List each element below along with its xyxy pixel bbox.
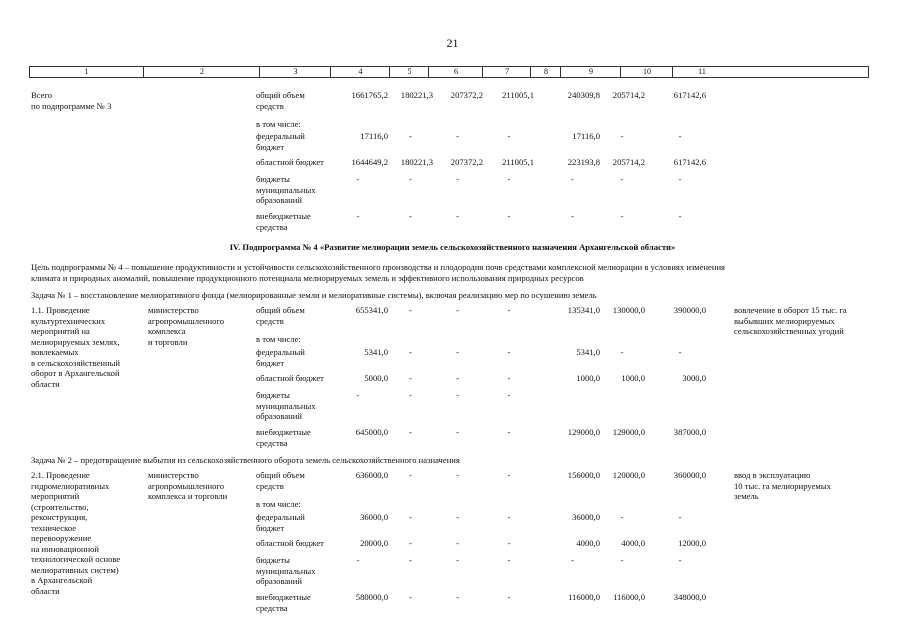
funding-value: - — [507, 512, 511, 522]
funding-value: 156000,0 — [567, 470, 600, 480]
funding-value: - — [409, 373, 412, 383]
funding-value: - — [409, 592, 412, 602]
funding-value: - — [507, 211, 511, 221]
funding-value: 130000,0 — [612, 305, 645, 315]
funding-value: 17116,0 — [572, 131, 600, 141]
funding-value: - — [409, 470, 412, 480]
expected-result: ввод в эксплуатацию 10 тыс. га мелиорируемых земель — [734, 470, 831, 501]
funding-source-label: общий объем средств — [256, 305, 305, 326]
funding-value: - — [620, 211, 624, 221]
funding-value: 180221,3 — [400, 157, 433, 167]
funding-value: - — [456, 373, 459, 383]
funding-source-label: в том числе: — [256, 499, 301, 509]
funding-value: 5000,0 — [364, 373, 388, 383]
funding-value: 17116,0 — [360, 131, 388, 141]
table-column-header-row — [29, 66, 869, 78]
funding-value: - — [456, 538, 459, 548]
funding-value: 5341,0 — [364, 347, 388, 357]
funding-value: - — [409, 131, 412, 141]
funding-value: - — [409, 211, 412, 221]
column-header-9: 9 — [560, 67, 621, 77]
funding-value: - — [678, 555, 682, 565]
funding-value: - — [356, 555, 360, 565]
expected-result: вовлечение в оборот 15 тыс. га выбывших мелиорируемых сельскохозяйственных угодий — [734, 305, 847, 336]
funding-source-label: федеральный бюджет — [256, 347, 305, 368]
funding-value: - — [507, 373, 511, 383]
funding-value: 180221,3 — [400, 90, 433, 100]
column-header-7: 7 — [482, 67, 531, 77]
funding-source-label: федеральный бюджет — [256, 512, 305, 533]
funding-value: 116000,0 — [613, 592, 645, 602]
funding-value: 580000,0 — [355, 592, 388, 602]
executor-name: министерство агропромышленного комплекса и торговли — [148, 305, 224, 347]
section-title: IV. Подпрограмма № 4 «Развитие мелиорации земель сельскохозяйственного назначения Архангельской области» — [229, 242, 676, 252]
task-heading: Задача № 2 – предотвращение выбытия из сельскохозяйственного оборота земель сельскохозяйственного назначения — [31, 455, 460, 465]
funding-value: - — [409, 390, 412, 400]
column-header-1: 1 — [84, 67, 89, 76]
funding-value: - — [620, 347, 624, 357]
funding-value: - — [409, 555, 412, 565]
funding-source-label: бюджеты муниципальных образований — [256, 555, 316, 586]
funding-value: 390000,0 — [673, 305, 706, 315]
executor-name: министерство агропромышленного комплекса и торговли — [148, 470, 228, 501]
funding-value: 205714,2 — [612, 90, 645, 100]
task-heading: Задача № 1 – восстановление мелиоративного фонда (мелиорированные земли и мелиоративные системы), включая реализацию мер по осушению земель — [31, 290, 597, 300]
funding-value: 240309,8 — [567, 90, 600, 100]
funding-value: 4000,0 — [576, 538, 600, 548]
funding-source-label: областной бюджет — [256, 373, 324, 383]
column-header-2: 2 — [143, 67, 260, 77]
funding-value: 20000,0 — [360, 538, 388, 548]
funding-source-label: внебюджетные средства — [256, 592, 311, 613]
funding-value: 5341,0 — [576, 347, 600, 357]
funding-value: - — [456, 390, 459, 400]
funding-value: - — [507, 390, 511, 400]
funding-value: 360000,0 — [673, 470, 706, 480]
funding-value: - — [571, 555, 574, 565]
funding-value: 1661765,2 — [351, 90, 388, 100]
funding-value: - — [409, 305, 412, 315]
funding-value: - — [456, 555, 459, 565]
funding-source-label: общий объем средств — [256, 470, 305, 491]
goal-text: климата и природных аномалий, повышение продукционного потенциала мелиорируемых земель и эффективного использования природных ресурсов — [31, 273, 584, 283]
funding-source-label: в том числе: — [256, 334, 301, 344]
funding-value: - — [571, 174, 574, 184]
funding-value: - — [620, 174, 624, 184]
funding-value: 4000,0 — [621, 538, 645, 548]
funding-value: 120000,0 — [612, 470, 645, 480]
funding-value: - — [678, 211, 682, 221]
funding-value: - — [620, 131, 624, 141]
funding-value: - — [678, 174, 682, 184]
funding-value: 3000,0 — [682, 373, 706, 383]
funding-value: - — [456, 512, 459, 522]
funding-value: 129000,0 — [612, 427, 645, 437]
funding-value: - — [356, 390, 360, 400]
funding-value: 211005,1 — [502, 90, 534, 100]
funding-source-label: бюджеты муниципальных образований — [256, 174, 316, 205]
funding-value: - — [571, 211, 574, 221]
funding-value: - — [507, 347, 511, 357]
funding-value: - — [456, 211, 459, 221]
funding-value: 36000,0 — [360, 512, 388, 522]
funding-value: - — [409, 174, 412, 184]
funding-source-label: областной бюджет — [256, 538, 324, 548]
funding-source-label: областной бюджет — [256, 157, 324, 167]
funding-value: - — [507, 174, 511, 184]
funding-value: 207372,2 — [450, 157, 483, 167]
funding-value: - — [507, 427, 511, 437]
funding-value: 617142,6 — [673, 90, 706, 100]
funding-value: 387000,0 — [673, 427, 706, 437]
goal-text: Цель подпрограммы № 4 – повышение продуктивности и устойчивости сельскохозяйственного производства и плодородия почв средствами комплексной мелиорации в условиях изменения — [31, 262, 726, 272]
funding-value: 129000,0 — [567, 427, 600, 437]
program-item-name: 1.1. Проведение культуртехнических мероприятий на мелиорируемых землях, вовлекаемых в сельскохозяйственный оборот в Архангельской области — [31, 305, 120, 389]
funding-value: - — [678, 512, 682, 522]
funding-value: 655341,0 — [355, 305, 388, 315]
funding-value: 205714,2 — [612, 157, 645, 167]
funding-source-label: общий объем средств — [256, 90, 305, 111]
funding-value: 116000,0 — [568, 592, 600, 602]
column-header-6: 6 — [428, 67, 483, 77]
funding-value: 348000,0 — [673, 592, 706, 602]
funding-source-label: бюджеты муниципальных образований — [256, 390, 316, 421]
funding-source-label: федеральный бюджет — [256, 131, 305, 152]
funding-value: 207372,2 — [450, 90, 483, 100]
funding-value: 645000,0 — [355, 427, 388, 437]
funding-value: 1000,0 — [621, 373, 645, 383]
funding-source-label: внебюджетные средства — [256, 427, 311, 448]
program-item-name: Всего по подпрограмме № 3 — [31, 90, 112, 111]
funding-value: 636000,0 — [355, 470, 388, 480]
funding-value: - — [507, 592, 511, 602]
funding-value: - — [409, 347, 412, 357]
funding-value: - — [356, 174, 360, 184]
funding-value: 223193,8 — [567, 157, 600, 167]
funding-value: 36000,0 — [572, 512, 600, 522]
funding-value: - — [456, 470, 459, 480]
funding-value: - — [620, 512, 624, 522]
funding-source-label: в том числе: — [256, 119, 301, 129]
funding-value: - — [456, 427, 459, 437]
funding-value: - — [678, 131, 682, 141]
column-header-8: 8 — [530, 67, 561, 77]
program-item-name: 2.1. Проведение гидромелиоративных мероприятий (строительство, реконструкция, техническое перевооружение на инновационной технологической основе мелиоративных систем) в Архангельской области — [31, 470, 121, 596]
funding-value: - — [409, 427, 412, 437]
funding-value: - — [409, 512, 412, 522]
funding-value: - — [678, 347, 682, 357]
funding-value: - — [507, 131, 511, 141]
funding-value: 211005,1 — [502, 157, 534, 167]
funding-value: - — [356, 211, 360, 221]
column-header-5: 5 — [389, 67, 429, 77]
funding-value: - — [620, 555, 624, 565]
funding-value: 1000,0 — [576, 373, 600, 383]
column-header-10: 10 — [620, 67, 673, 77]
funding-value: 617142,6 — [673, 157, 706, 167]
funding-value: - — [507, 555, 511, 565]
page-number: 21 — [446, 36, 459, 50]
funding-value: - — [507, 305, 511, 315]
column-header-4: 4 — [330, 67, 390, 77]
funding-source-label: внебюджетные средства — [256, 211, 311, 232]
column-header-3: 3 — [259, 67, 331, 77]
funding-value: - — [456, 305, 459, 315]
funding-value: 12000,0 — [678, 538, 706, 548]
funding-value: - — [456, 174, 459, 184]
funding-value: - — [456, 347, 459, 357]
funding-value: 135341,0 — [567, 305, 600, 315]
funding-value: - — [456, 131, 459, 141]
column-header-11: 11 — [672, 67, 731, 77]
funding-value: - — [456, 592, 459, 602]
funding-value: - — [507, 538, 511, 548]
funding-value: - — [409, 538, 412, 548]
funding-value: 1644649,2 — [351, 157, 388, 167]
funding-value: - — [507, 470, 511, 480]
